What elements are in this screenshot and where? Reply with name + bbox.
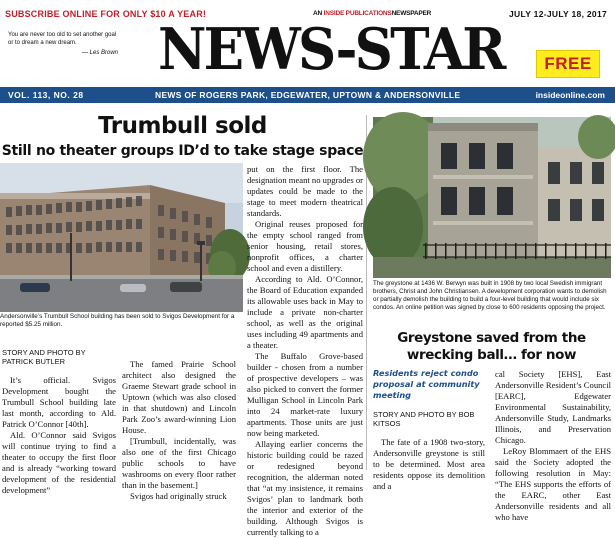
main-col3-paragraph: According to Ald. O’Connor, the Board of Education expanded its allowable uses back in May to include a private non-charter school, as well as the original uses including 49 apartments and a theater. xyxy=(247,274,363,350)
main-subhead: Still no theater groups ID’d to take stage space xyxy=(1,143,364,159)
main-photo-caption: Andersonville’s Trumbull School building has been sold to Svigos Development for a reported $5.25 million. xyxy=(0,313,235,328)
website-link[interactable]: insideonline.com xyxy=(535,90,605,100)
free-badge: FREE xyxy=(536,50,600,78)
subscribe-banner[interactable]: SUBSCRIBE ONLINE FOR ONLY $10 A YEAR! xyxy=(5,9,207,19)
second-col1-paragraph: The fate of a 1908 two-story, Andersonville greystone is still to be determined. Most area residents oppose its demolition and a xyxy=(373,437,485,491)
issue-date-range: JULY 12-JULY 18, 2017 xyxy=(509,9,607,19)
quote-text: You are never too old to set another goal or to dream a new dream. xyxy=(8,32,117,46)
main-headline: Trumbull sold xyxy=(98,113,267,139)
second-col2-paragraph: cal Society [EHS], East Andersonville Resident’s Council [EARC], Edgewater Environmental Sustainability, Andersonville Study, Landmarks Illinois, and Preservation Chicago. xyxy=(495,369,612,445)
greystone-photo xyxy=(373,117,611,278)
quote-author: — Les Brown xyxy=(81,50,118,56)
newspaper-nameplate: NEWS-STAR xyxy=(158,16,504,83)
second-headline: Greystone saved from the wrecking ball… for now xyxy=(397,330,586,363)
ip-prefix: AN xyxy=(313,10,322,17)
main-col2-paragraph: The famed Prairie School architect also designed the Graeme Stewart grade school in Uptown (which was also closed in that shutdown) and Lincoln Park Zoo’s award-winning Lion House. xyxy=(122,359,236,435)
main-col3-paragraph: put on the first floor. The designation meant no upgrades or updates could be made to the stage to meet modern theatrical standards. xyxy=(247,164,363,218)
main-col3-paragraph: The Buffalo Grove-based builder - chosen from a number of prospective developers – was also picked to convert the former Mulligan School in Lincoln Park into 24 market-rate luxury apartments. Those units are just now being marketed. xyxy=(247,351,363,438)
main-story-credit: STORY AND PHOTO BY PATRICK BUTLER xyxy=(2,348,86,366)
second-story-credit: STORY AND PHOTO BY BOB KITSOS xyxy=(373,410,475,428)
main-col2-paragraph: [Trumbull, incidentally, was also one of the first Chicago public schools to have washrooms on every floor rather than in the basement.] xyxy=(122,436,236,490)
volume-number: VOL. 113, NO. 28 xyxy=(8,90,84,100)
main-col1-paragraph: Ald. O’Connor said Svigos will continue trying to find a theater to occupy the first floor and is already “working toward development of the residential development” xyxy=(2,430,116,495)
masthead-info-bar xyxy=(0,87,615,103)
coverage-tagline: NEWS OF ROGERS PARK, EDGEWATER, UPTOWN & ANDERSONVILLE xyxy=(155,90,461,100)
ip-brand: INSIDE PUBLICATIONS xyxy=(323,10,392,17)
main-story-column-2 xyxy=(122,359,236,502)
main-story-column-3 xyxy=(247,164,363,538)
greystone-photo-caption: The greystone at 1436 W. Berwyn was built in 1908 by two local Swedish immigrant brothers, Christ and John Christiansen. A development corporation wants to demolish or partially demolish the building to build a four-level building that would include six condos. An online petition was signed by close to 600 residents opposing the project. xyxy=(373,280,607,311)
masthead-quote xyxy=(8,31,118,57)
trumbull-school-photo xyxy=(0,163,243,312)
second-story-column-1 xyxy=(373,410,485,492)
ip-suffix: NEWSPAPER xyxy=(391,10,432,17)
second-col2-paragraph: LeRoy Blommaert of the EHS said the Society adopted the following resolution in May: “The EHS supports the efforts of the EARC, other East Andersonville residents and all who have xyxy=(495,446,611,522)
main-col2-paragraph: Svigos had originally struck xyxy=(130,491,227,501)
main-story-column-1 xyxy=(2,348,116,496)
main-col3-paragraph: Allaying earlier concerns the historic building could be razed or redesigned beyond recognition, the alderman noted that “at my insistence, it remains Svigos’ plan to landmark both the interior and exterior of the building. Although Svigos is currently talking to a xyxy=(247,439,363,537)
second-kicker: Residents reject condo proposal at community meeting xyxy=(373,368,480,400)
main-col1-paragraph: It’s official. Svigos Development bought the Trumbull School building late last month, according to Ald. Patrick O’Connor [40th]. xyxy=(2,375,116,429)
second-story-column-2 xyxy=(495,369,611,523)
main-col3-paragraph: Original reuses proposed for the empty school ranged from senior housing, retail stores, nonprofit offices, a charter school and even a distillery. xyxy=(247,219,363,273)
